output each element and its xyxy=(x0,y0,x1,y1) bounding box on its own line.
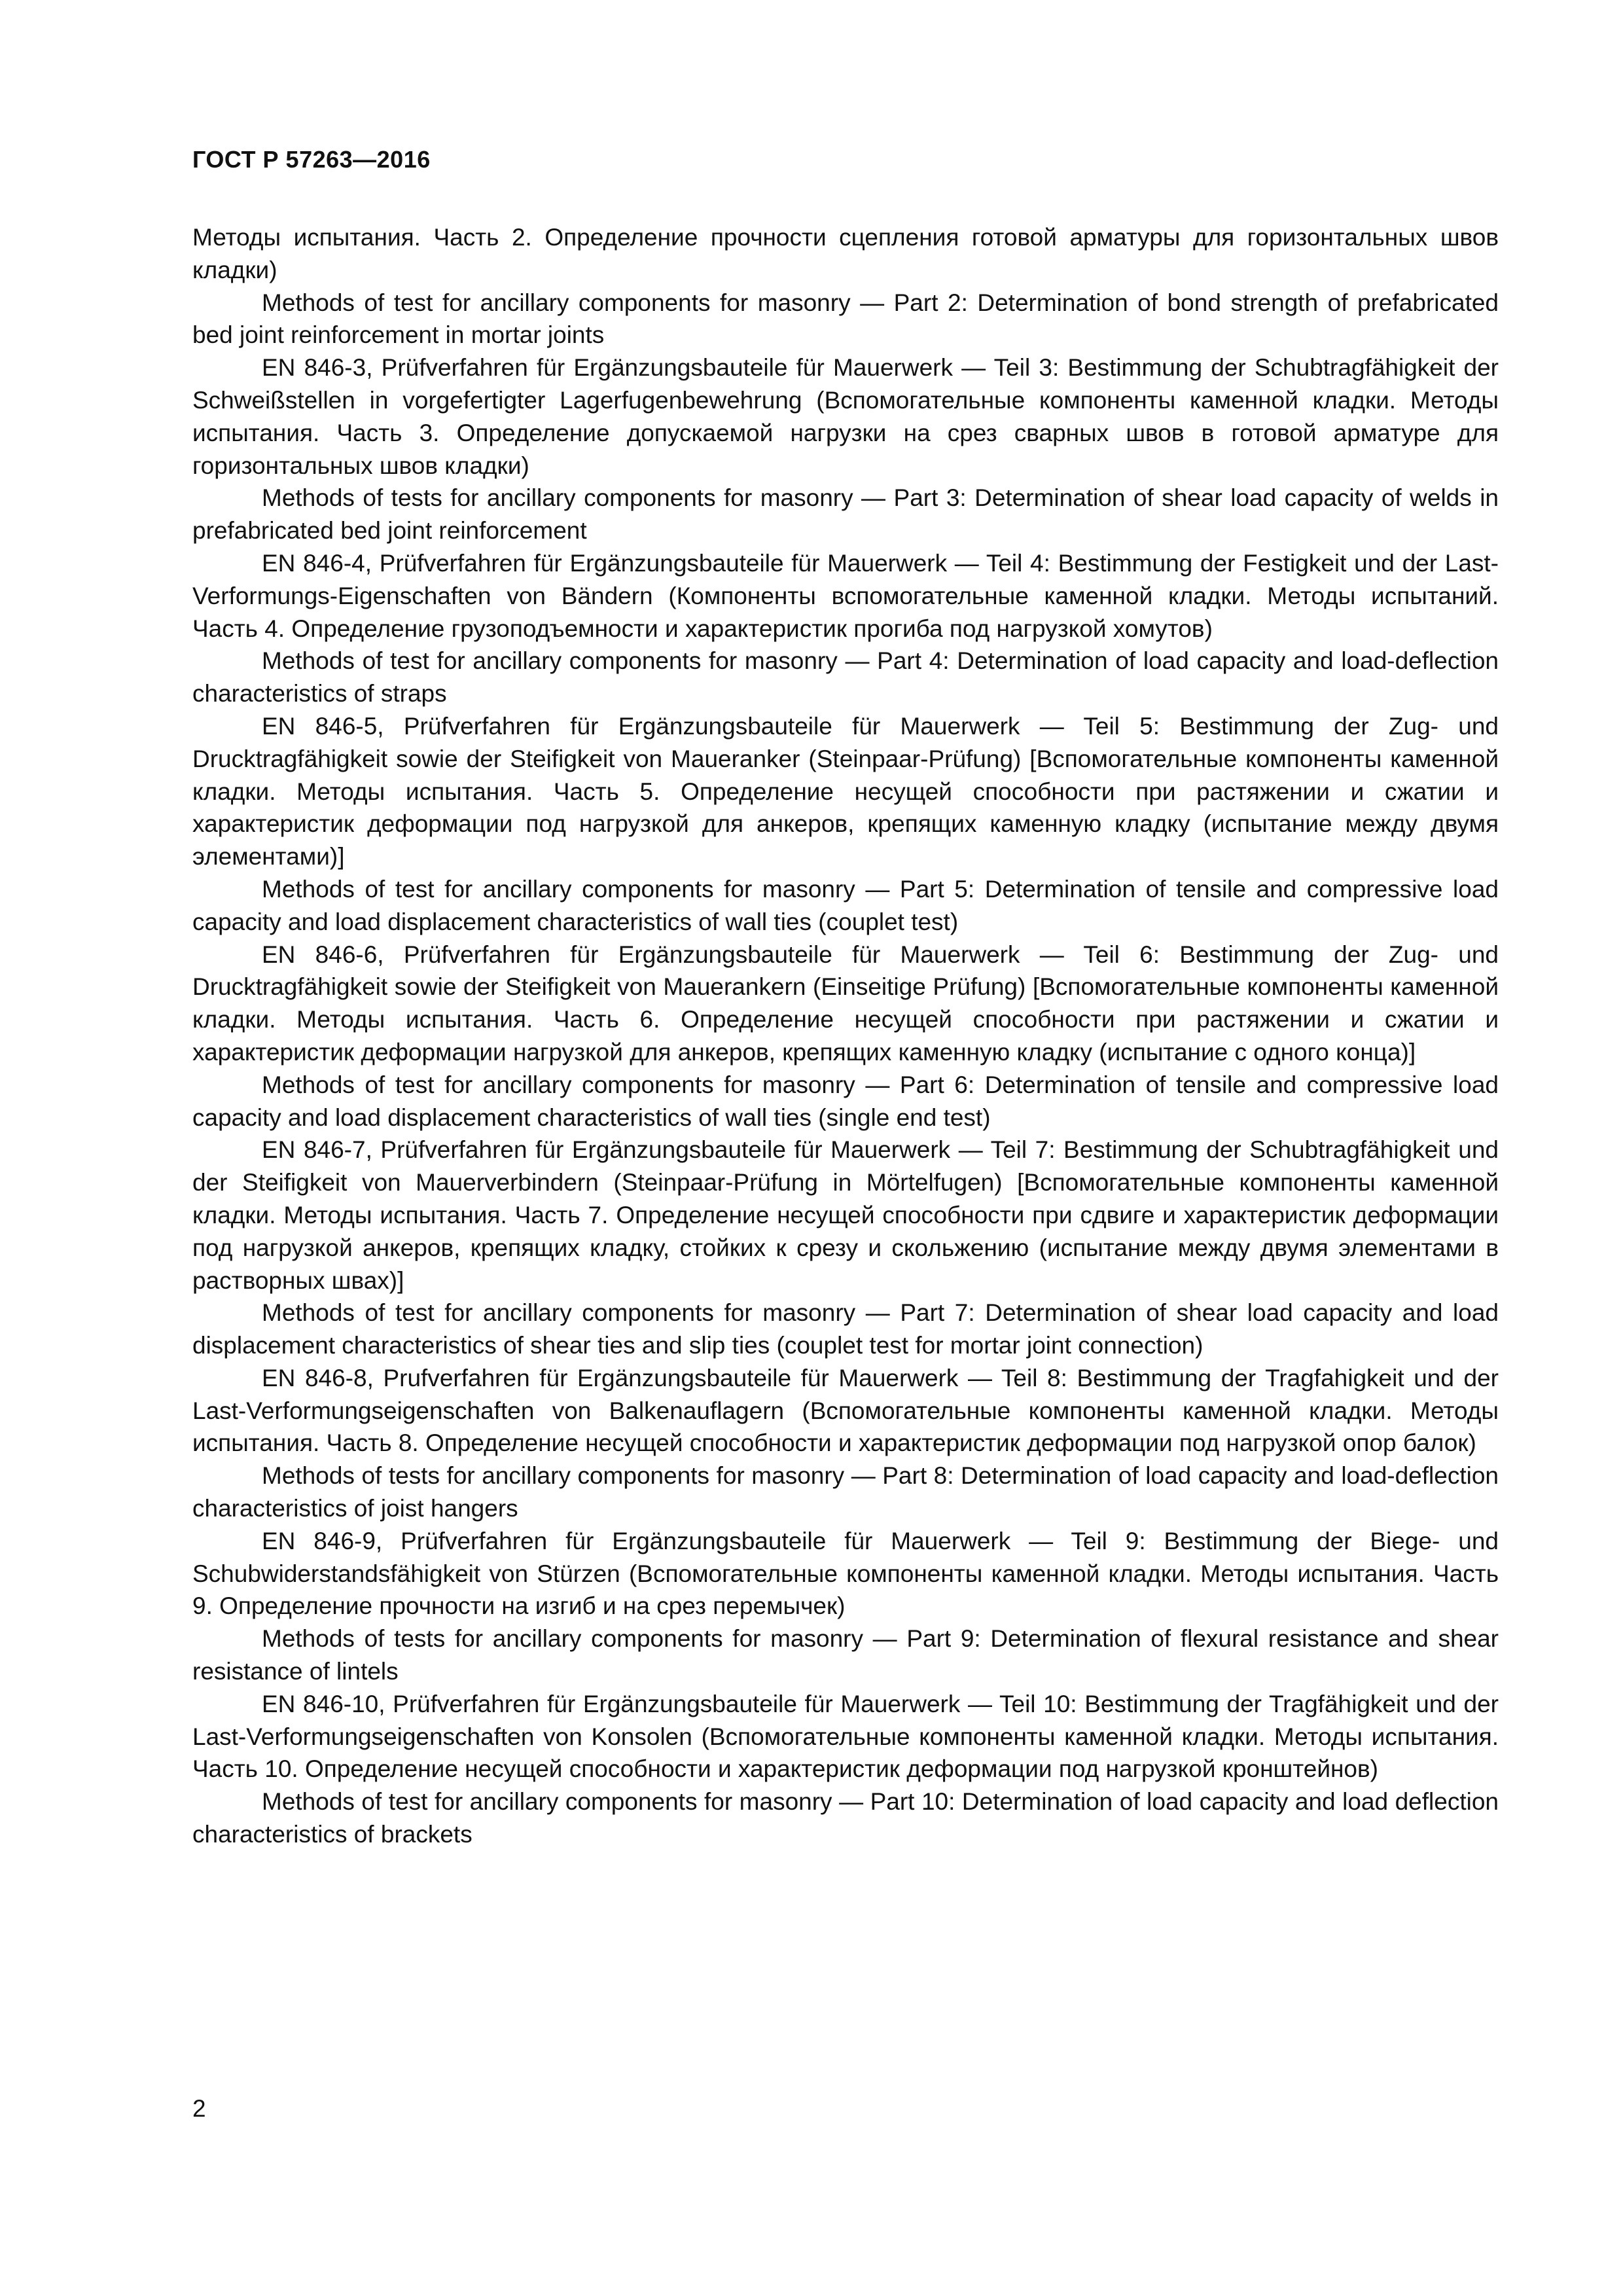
paragraph-en-846-7: EN 846-7, Prüfverfahren für Ergänzungsbauteile für Mauerwerk — Teil 7: Bestimmung der Schubtragfähigkeit und der Steifigkeit von Mauerverbindern (Steinpaar-Prüfung in Mörtelfugen) [Вспомогательные компоненты каменной кладки. Методы испытания. Часть 7. Определение несущей способности при сдвиге и характеристик деформации под нагрузкой анкеров, крепящих кладку, стойких к срезу и скольжению (испытание между двумя элементами в растворных швах)] xyxy=(192,1136,1499,1294)
paragraph-en-846-8: EN 846-8, Prufverfahren für Ergänzungsbauteile für Mauerwerk — Teil 8: Bestimmung der Tragfahigkeit und der Last-Verformungseigenschaften von Balkenauflagern (Вспомогательные компоненты каменной кладки. Методы испытания. Часть 8. Определение несущей способности и характеристик деформации под нагрузкой опор балок) xyxy=(192,1364,1499,1457)
paragraph-en-846-3-title: Methods of tests for ancillary components for masonry — Part 3: Determination of shear load capacity of welds in prefabricated bed joint reinforcement xyxy=(192,484,1499,545)
paragraph-en-846-9-title: Methods of tests for ancillary components for masonry — Part 9: Determination of flexural resistance and shear resistance of lintels xyxy=(192,1625,1499,1685)
paragraph-en-846-5-title: Methods of test for ancillary components for masonry — Part 5: Determination of tensile and compressive load capacity and load displacement characteristics of wall ties (couplet test) xyxy=(192,875,1499,935)
paragraph-en-846-6-title: Methods of test for ancillary components for masonry — Part 6: Determination of tensile and compressive load capacity and load displacement characteristics of wall ties (single end test) xyxy=(192,1071,1499,1131)
document-body xyxy=(192,221,1499,1851)
standard-header: ГОСТ Р 57263—2016 xyxy=(192,146,431,173)
paragraph-en-846-3: EN 846-3, Prüfverfahren für Ergänzungsbauteile für Mauerwerk — Teil 3: Bestimmung der Schubtragfähigkeit der Schweißstellen in vorgefertigter Lagerfugenbewehrung (Вспомогательные компоненты каменной кладки. Методы испытания. Часть 3. Определение допускаемой нагрузки на срез сварных швов в готовой арматуре для горизонтальных швов кладки) xyxy=(192,354,1499,479)
paragraph-en-846-9: EN 846-9, Prüfverfahren für Ergänzungsbauteile für Mauerwerk — Teil 9: Bestimmung der Biege- und Schubwiderstandsfähigkeit von Stürzen (Вспомогательные компоненты каменной кладки. Методы испытания. Часть 9. Определение прочности на изгиб и на срез перемычек) xyxy=(192,1527,1499,1620)
paragraph-en-846-8-title: Methods of tests for ancillary components for masonry — Part 8: Determination of load capacity and load-deflection characteristics of joist hangers xyxy=(192,1462,1499,1522)
paragraph-en-846-7-title: Methods of test for ancillary components for masonry — Part 7: Determination of shear load capacity and load displacement characteristics of shear ties and slip ties (couplet test for mortar joint connection) xyxy=(192,1299,1499,1359)
paragraph-en-846-6: EN 846-6, Prüfverfahren für Ergänzungsbauteile für Mauerwerk — Teil 6: Bestimmung der Zug- und Drucktragfähigkeit sowie der Steifigkeit von Mauerankern (Einseitige Prüfung) [Вспомогательные компоненты каменной кладки. Методы испытания. Часть 6. Определение несущей способности при растяжении и сжатии и характеристик деформации нагрузкой для анкеров, крепящих каменную кладку (испытание с одного конца)] xyxy=(192,941,1499,1066)
paragraph-en-846-5: EN 846-5, Prüfverfahren für Ergänzungsbauteile für Mauerwerk — Teil 5: Bestimmung der Zug- und Drucktragfähigkeit sowie der Steifigkeit von Maueranker (Steinpaar-Prüfung) [Вспомогательные компоненты каменной кладки. Методы испытания. Часть 5. Определение несущей способности при растяжении и сжатии и характеристик деформации под нагрузкой для анкеров, крепящих каменную кладку (испытание между двумя элементами)] xyxy=(192,712,1499,870)
page-number: 2 xyxy=(192,2095,206,2122)
paragraph-en-846-2-title: Methods of test for ancillary components for masonry — Part 2: Determination of bond strength of prefabricated bed joint reinforcement in mortar joints xyxy=(192,289,1499,349)
paragraph-en-846-10: EN 846-10, Prüfverfahren für Ergänzungsbauteile für Mauerwerk — Teil 10: Bestimmung der Tragfähigkeit und der Last-Verformungseigenschaften von Konsolen (Вспомогательные компоненты каменной кладки. Методы испытания. Часть 10. Определение несущей способности и характеристик деформации под нагрузкой кронштейнов) xyxy=(192,1690,1499,1783)
paragraph-continuation: Методы испытания. Часть 2. Определение прочности сцепления готовой арматуры для горизонтальных швов кладки) xyxy=(192,224,1499,283)
paragraph-en-846-4-title: Methods of test for ancillary components for masonry — Part 4: Determination of load capacity and load-deflection characteristics of straps xyxy=(192,647,1499,708)
paragraph-en-846-4: EN 846-4, Prüfverfahren für Ergänzungsbauteile für Mauerwerk — Teil 4: Bestimmung der Festigkeit und der Last-Verformungs-Eigenschaften von Bändern (Компоненты вспомогательные каменной кладки. Методы испытаний. Часть 4. Определение грузоподъемности и характеристик прогиба под нагрузкой хомутов) xyxy=(192,549,1499,642)
paragraph-en-846-10-title: Methods of test for ancillary components for masonry — Part 10: Determination of load capacity and load deflection characteristics of brackets xyxy=(192,1788,1499,1848)
